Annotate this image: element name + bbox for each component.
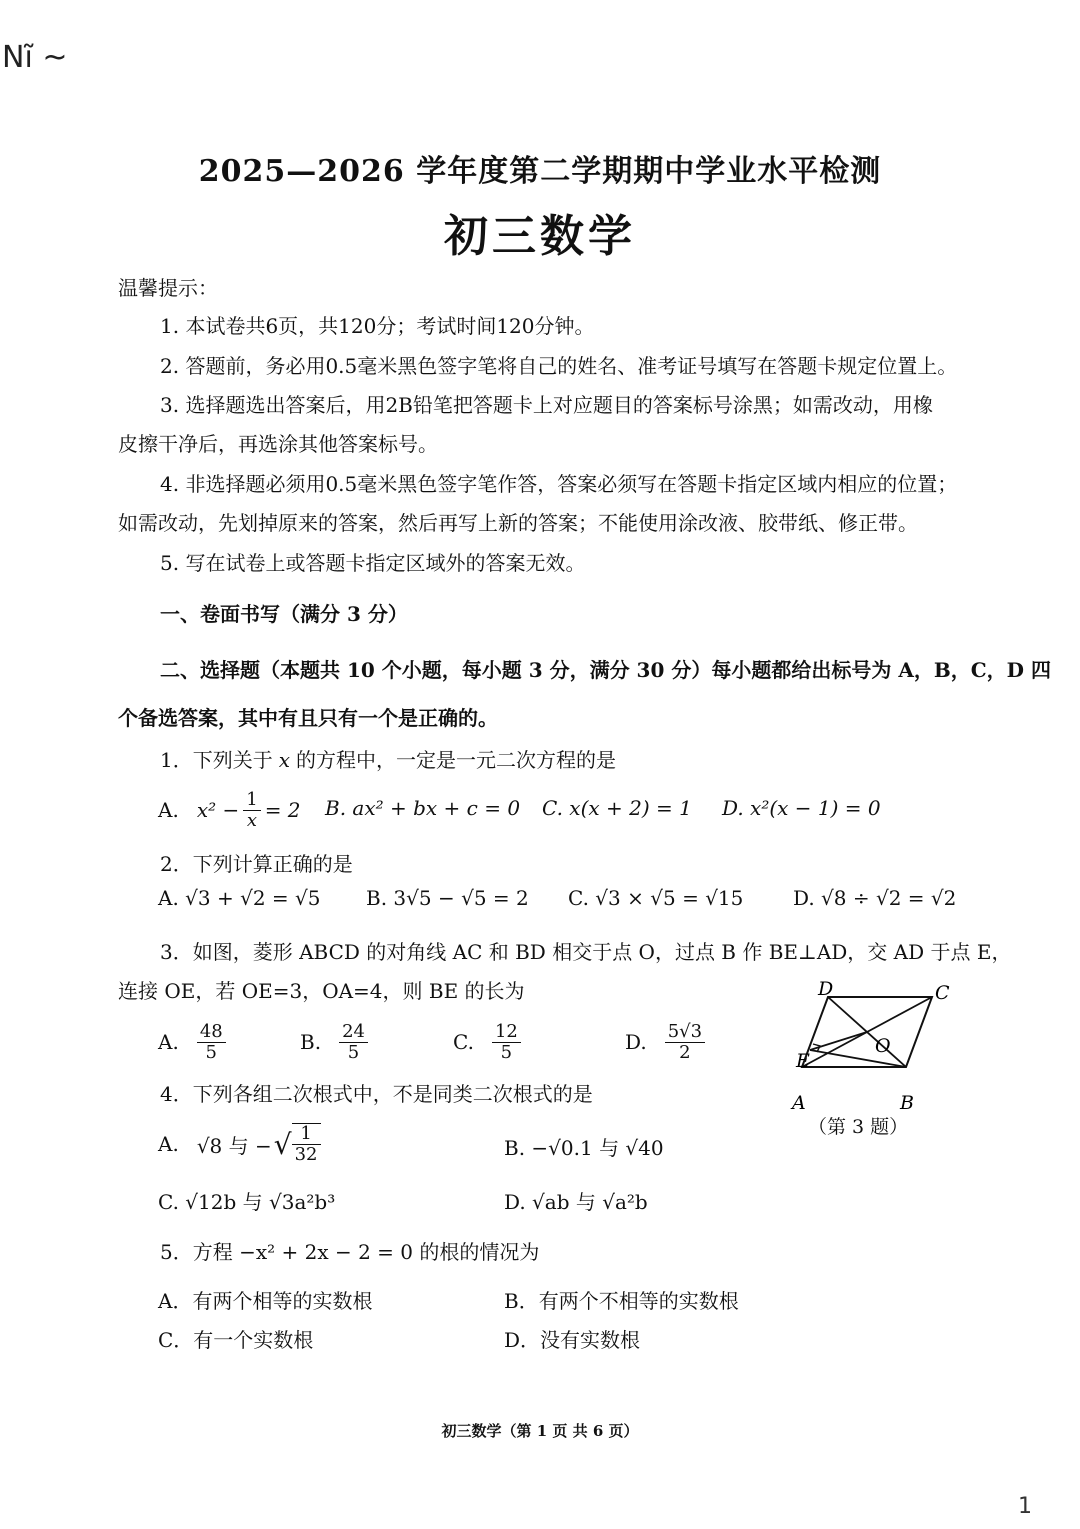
label-e: E xyxy=(796,1050,810,1072)
q3-c-den: 5 xyxy=(500,1041,513,1063)
q1-option-c: C. x(x + 2) = 1 xyxy=(542,796,692,820)
radical-sign: √ xyxy=(273,1127,292,1161)
q2-option-b: B. 3√5 − √5 = 2 xyxy=(366,886,529,910)
question-4-stem: 4．下列各组二次根式中，不是同类二次根式的是 xyxy=(160,1082,593,1106)
q1-option-b: B. ax² + bx + c = 0 xyxy=(325,796,521,820)
notice-item-4-cont: 如需改动，先划掉原来的答案，然后再写上新的答案；不能使用涂改液、胶带纸、修正带。 xyxy=(118,511,918,535)
q4-a-label: A. xyxy=(158,1132,179,1156)
q3-b-num: 24 xyxy=(339,1022,368,1043)
corner-handwritten-mark: Nĩ ~ xyxy=(2,40,68,75)
q3-c-num: 12 xyxy=(492,1022,521,1043)
q2-option-d: D. √8 ÷ √2 = √2 xyxy=(793,886,957,910)
notice-item-4: 4. 非选择题必须用0.5毫米黑色签字笔作答，答案必须写在答题卡指定区域内相应的位置； xyxy=(160,472,958,496)
q1-a-pre: x² − xyxy=(196,798,240,822)
q1-stem-a: 1．下列关于 xyxy=(160,748,273,772)
q2-option-a: A. √3 + √2 = √5 xyxy=(158,886,321,910)
label-a: A xyxy=(792,1092,806,1114)
section-2-heading-cont: 个备选答案，其中有且只有一个是正确的。 xyxy=(118,706,498,730)
q4-option-d: D. √ab 与 √a²b xyxy=(504,1190,648,1214)
figure-caption: （第 3 题） xyxy=(808,1116,909,1138)
notice-heading: 温馨提示： xyxy=(118,276,218,300)
notice-item-2: 2. 答题前，务必用0.5毫米黑色签字笔将自己的姓名、准考证号填写在答题卡规定位置上。 xyxy=(160,354,958,378)
q1-stem-var: x xyxy=(278,748,291,772)
q3-b-den: 5 xyxy=(347,1041,360,1063)
q4-a-pre: √8 与 − xyxy=(196,1133,272,1158)
q3-c-fraction xyxy=(492,1022,521,1063)
q3-option-c xyxy=(453,1016,521,1068)
q3-b-label: B. xyxy=(300,1030,322,1054)
q5-option-b: B．有两个不相等的实数根 xyxy=(504,1289,739,1313)
q1-option-d: D. x²(x − 1) = 0 xyxy=(722,796,881,820)
label-o: O xyxy=(875,1035,891,1057)
q4-a-fraction xyxy=(292,1123,321,1165)
q1-a-label: A. xyxy=(158,798,179,822)
segment-be xyxy=(810,1050,906,1067)
notice-item-5: 5. 写在试卷上或答题卡指定区域外的答案无效。 xyxy=(160,551,586,575)
q2-option-c: C. √3 × √5 = √15 xyxy=(568,886,744,910)
q1-a-fraction xyxy=(243,790,260,831)
notice-item-1: 1. 本试卷共6页，共120分；考试时间120分钟。 xyxy=(160,314,595,338)
question-3-stem-cont: 连接 OE，若 OE=3，OA=4，则 BE 的长为 xyxy=(118,979,525,1003)
q3-b-fraction xyxy=(339,1022,368,1063)
notice-item-3: 3. 选择题选出答案后，用2B铅笔把答题卡上对应题目的答案标号涂黑；如需改动，用橡 xyxy=(160,393,933,417)
q5-option-c: C．有一个实数根 xyxy=(158,1328,314,1352)
q4-a-den: 32 xyxy=(294,1144,318,1165)
q3-c-label: C. xyxy=(453,1030,474,1054)
q4-a-num: 1 xyxy=(292,1124,321,1145)
section-2-heading: 二、选择题（本题共 10 个小题，每小题 3 分，满分 30 分）每小题都给出标号为 A，B，C，D 四 xyxy=(160,658,1051,682)
notice-item-3-cont: 皮擦干净后，再选涂其他答案标号。 xyxy=(118,432,438,456)
q3-option-b xyxy=(300,1016,368,1068)
q3-a-num: 48 xyxy=(197,1022,226,1043)
q5-option-d: D．没有实数根 xyxy=(504,1328,641,1352)
question-3-stem: 3．如图，菱形 ABCD 的对角线 AC 和 BD 相交于点 O，过点 B 作 BE⊥AD，交 AD 于点 E， xyxy=(160,940,1012,964)
page-number: 1 xyxy=(1018,1494,1032,1519)
q1-a-post: = 2 xyxy=(264,798,301,822)
q3-option-d xyxy=(625,1016,705,1068)
q3-d-label: D. xyxy=(625,1030,647,1054)
q3-d-den: 2 xyxy=(679,1041,691,1063)
q3-a-label: A. xyxy=(158,1030,179,1054)
q1-stem-b: 的方程中，一定是一元二次方程的是 xyxy=(296,748,617,772)
q3-d-num: 5√3 xyxy=(665,1022,705,1043)
q4-option-c: C. √12b 与 √3a²b³ xyxy=(158,1190,336,1214)
exam-title: 2025—2026 学年度第二学期期中学业水平检测 xyxy=(198,154,882,189)
section-1-heading: 一、卷面书写（满分 3 分） xyxy=(160,602,408,626)
label-d: D xyxy=(818,978,834,1000)
q3-a-fraction xyxy=(197,1022,226,1063)
page-footer: 初三数学（第 1 页 共 6 页） xyxy=(441,1422,639,1440)
q4-option-a xyxy=(158,1116,321,1172)
question-5-stem: 5．方程 −x² + 2x − 2 = 0 的根的情况为 xyxy=(160,1240,540,1264)
q1-a-den: x xyxy=(246,809,258,831)
label-c: C xyxy=(935,982,950,1004)
question-2-stem: 2．下列计算正确的是 xyxy=(160,852,353,876)
q5-option-a: A．有两个相等的实数根 xyxy=(158,1289,373,1313)
label-b: B xyxy=(900,1092,914,1114)
q3-option-a xyxy=(158,1016,226,1068)
q1-a-num: 1 xyxy=(243,790,260,811)
q3-a-den: 5 xyxy=(205,1041,217,1063)
subject-title: 初三数学 xyxy=(444,211,636,262)
rhombus-figure xyxy=(780,975,960,1115)
q4-option-b: B. −√0.1 与 √40 xyxy=(504,1136,664,1160)
q3-d-fraction xyxy=(665,1022,705,1063)
q1-option-a xyxy=(158,784,301,836)
question-1-stem xyxy=(160,744,616,773)
